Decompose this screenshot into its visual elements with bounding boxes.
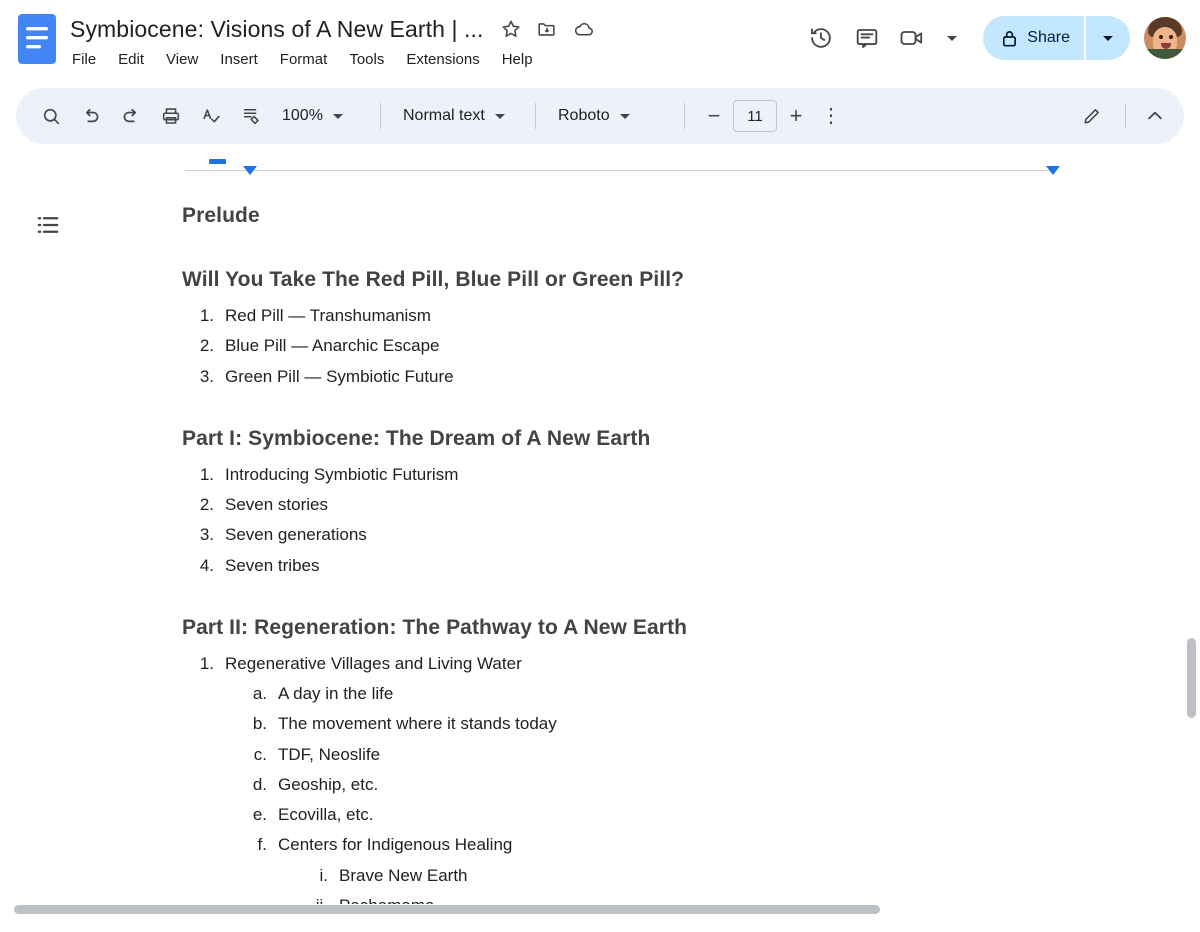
zoom-select[interactable] xyxy=(272,97,368,135)
list-marker: d. xyxy=(252,774,267,794)
horizontal-scrollbar[interactable] xyxy=(0,904,1200,916)
move-to-folder-icon[interactable] xyxy=(536,18,558,40)
horizontal-scrollbar-thumb[interactable] xyxy=(14,905,880,914)
document-section xyxy=(182,204,912,228)
list-item-text: The movement where it stands today xyxy=(278,714,557,734)
chevron-down-icon xyxy=(495,114,505,119)
formatting-toolbar xyxy=(16,88,1184,144)
increase-font-size-button[interactable]: + xyxy=(789,103,803,128)
list-marker: i. xyxy=(319,865,328,885)
section-heading: Part I: Symbiocene: The Dream of A New Earth xyxy=(182,426,651,450)
font-size-input[interactable]: 11 xyxy=(733,100,777,132)
list-item-text: Brave New Earth xyxy=(339,865,468,885)
ordered-list xyxy=(182,653,912,674)
editing-mode-select[interactable] xyxy=(1075,105,1115,127)
toolbar-divider xyxy=(535,103,536,129)
version-history-icon[interactable] xyxy=(799,16,843,60)
document-outline-icon[interactable] xyxy=(33,210,63,240)
list-item-text: Red Pill — Transhumanism xyxy=(225,306,431,325)
list-item[interactable] xyxy=(182,494,912,515)
list-item[interactable] xyxy=(182,335,912,356)
document-section xyxy=(182,268,912,387)
redo-icon[interactable] xyxy=(112,97,150,135)
list-item-text: Centers for Indigenous Healing xyxy=(278,835,513,855)
list-marker: 4. xyxy=(199,555,214,575)
google-docs-icon[interactable] xyxy=(18,14,56,64)
list-marker: 1. xyxy=(199,306,214,325)
vertical-scrollbar[interactable] xyxy=(1187,638,1196,718)
list-item[interactable] xyxy=(182,653,912,674)
section-heading: Part II: Regeneration: The Pathway to A New Earth xyxy=(182,615,688,639)
list-item-text: TDF, Neoslife xyxy=(278,744,381,764)
list-item-text: Seven tribes xyxy=(225,555,320,575)
list-marker: 1. xyxy=(199,653,214,673)
list-item[interactable] xyxy=(245,713,912,734)
list-item[interactable] xyxy=(182,524,912,545)
list-item-text: Regenerative Villages and Living Water xyxy=(225,653,522,673)
font-family-value: Roboto xyxy=(558,107,610,124)
document-section xyxy=(182,616,912,916)
document-section xyxy=(182,427,912,576)
title-and-menu xyxy=(70,10,596,68)
list-item[interactable] xyxy=(245,804,912,825)
menu-item-format[interactable]: Format xyxy=(279,51,328,68)
list-item[interactable] xyxy=(245,744,912,765)
menu-item-view[interactable]: View xyxy=(166,51,199,68)
list-marker: b. xyxy=(252,714,267,734)
menu-item-edit[interactable]: Edit xyxy=(118,51,145,68)
comment-icon[interactable] xyxy=(845,16,889,60)
list-item[interactable] xyxy=(182,366,912,387)
menu-item-insert[interactable]: Insert xyxy=(220,51,258,68)
toolbar-container xyxy=(0,88,1200,144)
paint-format-icon[interactable] xyxy=(232,97,270,135)
search-icon[interactable] xyxy=(32,97,70,135)
title-bar-actions xyxy=(799,10,1186,60)
list-item[interactable] xyxy=(182,305,912,326)
list-marker: 3. xyxy=(199,366,214,386)
menu-item-file[interactable]: File xyxy=(72,51,97,68)
document-canvas xyxy=(0,176,1200,916)
star-icon[interactable] xyxy=(500,18,522,40)
list-marker: f. xyxy=(257,835,267,855)
chevron-down-icon xyxy=(620,114,630,119)
toolbar-divider xyxy=(1125,103,1126,129)
cloud-saved-icon[interactable] xyxy=(572,18,596,40)
list-marker: 1. xyxy=(199,464,214,484)
list-item-text: Introducing Symbiotic Futurism xyxy=(225,464,459,484)
list-marker: c. xyxy=(253,744,267,764)
document-title[interactable]: Symbiocene: Visions of A New Earth | ... xyxy=(70,15,484,42)
list-item-text: Seven stories xyxy=(225,495,328,514)
share-dropdown-caret-icon[interactable] xyxy=(1086,16,1130,60)
left-indent-marker[interactable] xyxy=(243,166,257,175)
menu-item-help[interactable]: Help xyxy=(501,51,533,68)
paragraph-style-value: Normal text xyxy=(403,107,485,124)
list-marker: 3. xyxy=(199,525,214,545)
undo-icon[interactable] xyxy=(72,97,110,135)
list-item[interactable] xyxy=(308,865,912,886)
menu-item-extensions[interactable]: Extensions xyxy=(406,51,480,68)
pencil-icon xyxy=(1081,105,1103,127)
list-marker: 2. xyxy=(199,495,214,514)
list-item[interactable] xyxy=(245,834,912,855)
collapse-toolbar-icon[interactable] xyxy=(1136,97,1174,135)
more-options-icon[interactable]: ⋮ xyxy=(821,105,841,127)
list-item-text: Seven generations xyxy=(225,525,367,545)
section-heading: Will You Take The Red Pill, Blue Pill or Green Pill? xyxy=(182,268,685,291)
first-line-indent-marker[interactable] xyxy=(209,159,226,164)
spellcheck-icon[interactable] xyxy=(192,97,230,135)
toolbar-divider xyxy=(684,103,685,129)
menu-bar xyxy=(70,51,596,68)
ordered-list xyxy=(182,464,912,576)
chevron-down-icon xyxy=(333,114,343,119)
list-item-text: Green Pill — Symbiotic Future xyxy=(225,366,454,386)
section-heading: Prelude xyxy=(182,204,260,227)
ruler-line xyxy=(185,170,1055,171)
list-marker: e. xyxy=(252,805,267,824)
list-marker: 2. xyxy=(199,336,214,356)
print-icon[interactable] xyxy=(152,97,190,135)
list-item[interactable] xyxy=(245,683,912,704)
decrease-font-size-button[interactable]: − xyxy=(707,103,721,128)
list-item[interactable] xyxy=(182,464,912,485)
list-marker: a. xyxy=(252,684,267,703)
list-item-text: Ecovilla, etc. xyxy=(278,805,374,824)
list-item-text: A day in the life xyxy=(278,684,394,703)
ruler[interactable] xyxy=(0,154,1200,176)
document-page[interactable] xyxy=(182,204,912,916)
toolbar-right-group xyxy=(1075,97,1174,135)
ordered-sublist xyxy=(245,683,912,856)
zoom-value: 100% xyxy=(282,107,323,124)
right-indent-marker[interactable] xyxy=(1046,166,1060,175)
list-item-text: Blue Pill — Anarchic Escape xyxy=(225,336,440,356)
title-bar xyxy=(0,0,1200,88)
google-meet-icon[interactable] xyxy=(891,16,935,60)
avatar[interactable] xyxy=(1144,17,1186,59)
share-button[interactable] xyxy=(983,16,1084,60)
list-item-text: Geoship, etc. xyxy=(278,774,379,794)
ordered-list xyxy=(182,305,912,387)
font-family-select[interactable] xyxy=(548,97,672,135)
meet-dropdown-caret-icon[interactable] xyxy=(937,16,967,60)
share-label: Share xyxy=(1027,29,1070,46)
paragraph-style-select[interactable] xyxy=(393,97,523,135)
list-item[interactable] xyxy=(182,555,912,576)
toolbar-divider xyxy=(380,103,381,129)
menu-item-tools[interactable]: Tools xyxy=(349,51,385,68)
list-item[interactable] xyxy=(245,774,912,795)
